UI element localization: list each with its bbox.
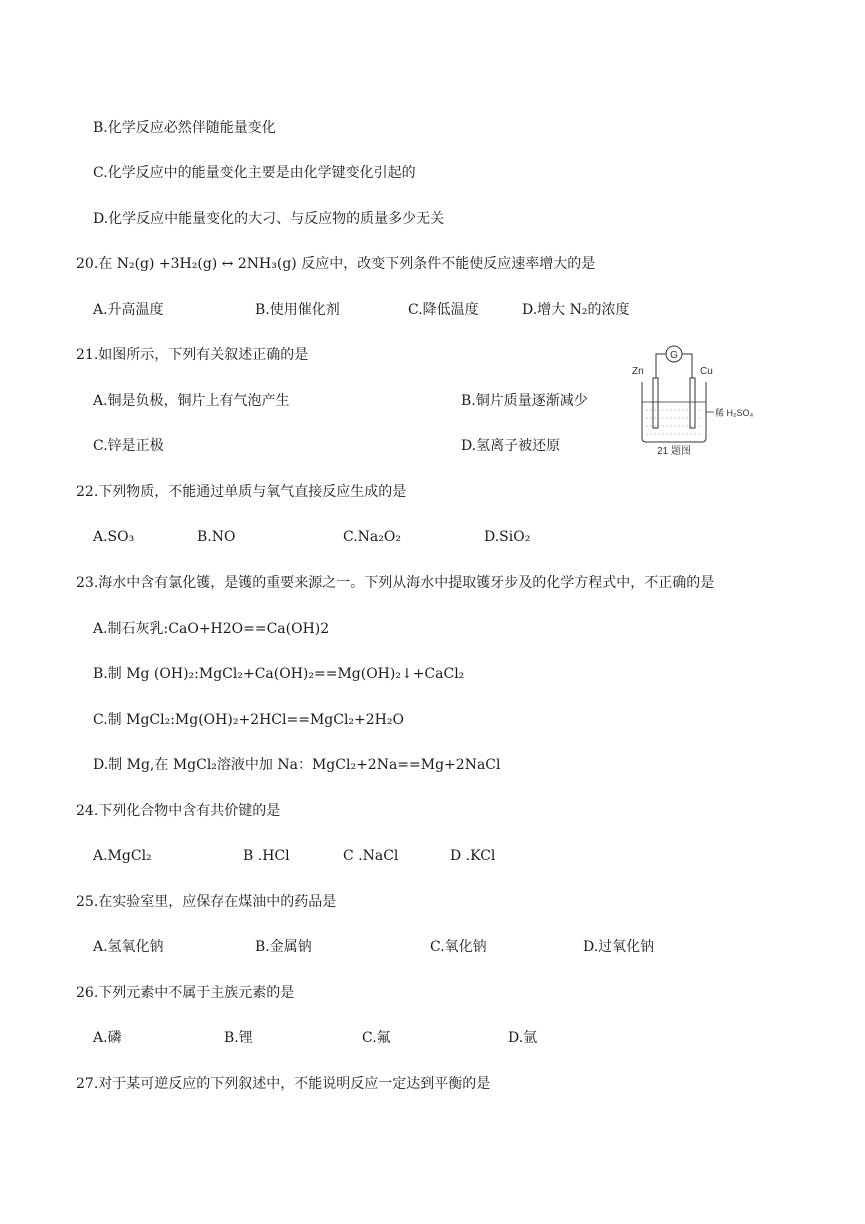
solution-label: 稀 H₂SO₄: [715, 408, 754, 418]
q21-option-d: D.氢离子被还原: [461, 438, 561, 454]
q24-option-d: D .KCl: [450, 848, 496, 864]
q23-stem: 23.海水中含有氯化镬，是镬的重要来源之一。下列从海水中提取镬牙步及的化学方程式中，不正确的是: [76, 575, 715, 591]
beaker: [642, 382, 706, 442]
q26-option-c: C.氟: [362, 1030, 391, 1046]
q24-option-a: A.MgCl₂: [93, 848, 152, 864]
q21-stem: 21.如图所示，下列有关叙述正确的是: [76, 347, 309, 363]
q25-option-a: A.氢氧化钠: [93, 939, 164, 955]
q20-option-d: D.增大 N₂的浓度: [522, 302, 630, 318]
q25-stem: 25.在实验室里，应保存在煤油中的药品是: [76, 894, 337, 910]
q19-option-d: D.化学反应中能量变化的大刁、与反应物的质量多少无关: [93, 211, 445, 227]
q23-option-b: B.制 Mg (OH)₂:MgCl₂+Ca(OH)₂==Mg(OH)₂↓+CaCl₂: [93, 666, 465, 682]
galvanometer-label: G: [670, 350, 678, 361]
q25-option-c: C.氧化钠: [430, 939, 487, 955]
q26-option-a: A.磷: [93, 1030, 122, 1046]
q25-option-b: B.金属钠: [255, 939, 312, 955]
zinc-label: Zn: [632, 366, 644, 377]
q20-option-b: B.使用催化剂: [255, 302, 340, 318]
q26-stem: 26.下列元素中不属于主族元素的是: [76, 985, 295, 1001]
q24-option-b: B .HCl: [243, 848, 290, 864]
q19-option-c: C.化学反应中的能量变化主要是由化学键变化引起的: [93, 165, 416, 181]
q24-option-c: C .NaCl: [343, 848, 399, 864]
q22-option-d: D.SiO₂: [484, 529, 531, 545]
q20-stem: 20.在 N₂(g) +3H₂(g) ↔ 2NH₃(g) 反应中，改变下列条件不能使反应速率增大的是: [76, 256, 596, 272]
q26-option-b: B.锂: [224, 1030, 253, 1046]
q23-option-c: C.制 MgCl₂:Mg(OH)₂+2HCl==MgCl₂+2H₂O: [93, 712, 404, 728]
copper-electrode: [690, 378, 695, 428]
galvanic-cell-figure: [620, 340, 754, 457]
q20-option-c: C.降低温度: [408, 302, 479, 318]
zinc-electrode: [653, 378, 658, 428]
q22-option-a: A.SO₃: [93, 529, 135, 545]
q21-option-c: C.锌是正极: [93, 438, 164, 454]
q27-stem: 27.对于某可逆反应的下列叙述中，不能说明反应一定达到平衡的是: [76, 1076, 491, 1092]
q22-option-b: B.NO: [197, 529, 236, 545]
q22-option-c: C.Na₂O₂: [343, 529, 401, 545]
q22-stem: 22.下列物质，不能通过单质与氧气直接反应生成的是: [76, 484, 407, 500]
figure-caption: 21 题图: [657, 446, 691, 457]
copper-label: Cu: [700, 366, 713, 377]
q24-stem: 24.下列化合物中含有共价键的是: [76, 803, 281, 819]
q23-option-d: D.制 Mg,在 MgCl₂溶液中加 Na：MgCl₂+2Na==Mg+2NaCl: [93, 757, 501, 773]
q19-option-b: B.化学反应必然伴随能量变化: [93, 120, 276, 136]
q23-option-a: A.制石灰乳:CaO+H2O==Ca(OH)2: [93, 621, 330, 637]
q21-option-b: B.铜片质量逐渐减少: [461, 393, 588, 409]
q21-option-a: A.铜是负极，铜片上有气泡产生: [93, 393, 290, 409]
q26-option-d: D.氩: [508, 1030, 538, 1046]
q20-option-a: A.升高温度: [93, 302, 164, 318]
q25-option-d: D.过氧化钠: [583, 939, 655, 955]
